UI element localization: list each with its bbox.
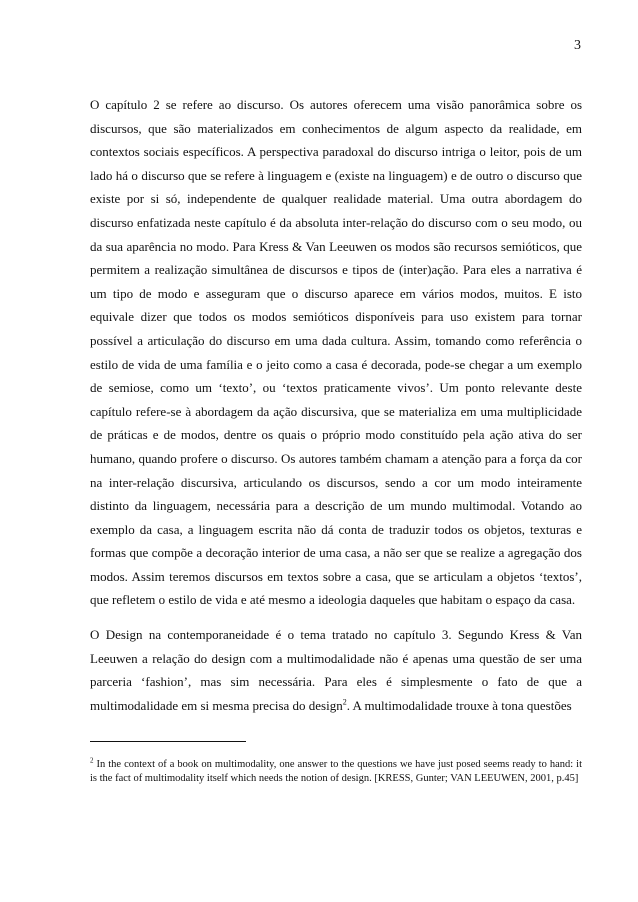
paragraph-chapter-3-text: O Design na contemporaneidade é o tema tratado no capítulo 3. Segundo Kress & Van Leeuwen a relação do design com a multimodalidade não é apenas uma questão de ser uma parceria ‘fashion’, mas sim necessária. Para eles é simplesmente o fato de que a multimodalidade em si mesma precisa do design: [90, 627, 582, 713]
page-number: 3: [574, 38, 581, 53]
paragraph-chapter-3-continuation: . A multimodalidade trouxe à tona questões: [346, 697, 572, 713]
paragraph-chapter-2: O capítulo 2 se refere ao discurso. Os autores oferecem uma visão panorâmica sobre os discursos, que são materializados em conhecimentos de algum aspecto da realidade, em contextos sociais específicos. A perspectiva paradoxal do discurso intriga o leitor, pois de um lado há o discurso que se refere à linguagem e (existe na linguagem) e de outro o discurso que existe por si só, independente de qualquer realidade material. Uma outra abordagem do discurso enfatizada neste capítulo é da absoluta inter-relação do discurso com o seu modo, ou da sua aparência no modo. Para Kress & Van Leeuwen os modos são recursos semióticos, que permitem a realização simultânea de discursos e tipos de (inter)ação. Para eles a narrativa é um tipo de modo e asseguram que o discurso aparece em vários modos, muitos. E isto equivale dizer que todos os modos semióticos disponíveis para uso existem para tornar possível a articulação do discurso em uma dada cultura. Assim, tomando como referência o estilo de vida de uma família e o jeito como a casa é decorada, pode-se chegar a um exemplo de semiose, como um ‘texto’, ou ‘textos praticamente vivos’. Um ponto relevante deste capítulo refere-se à abordagem da ação discursiva, que se materializa em uma multiplicidade de práticas e de modos, dentre os quais o próprio modo constituído pela ação ativa do ser humano, quando profere o discurso. Os autores também chamam a atenção para a força da cor na inter-relação discursiva, articulando os discursos, sendo a cor um modo inteiramente distinto da linguagem, necessária para a descrição de um mundo multimodal. Votando ao exemplo da casa, a linguagem escrita não dá conta de traduzir todos os objetos, texturas e formas que compõe a decoração interior de uma casa, a não ser que se realize a agregação dos modos. Assim teremos discursos em textos sobre a casa, que se articulam a objetos ‘textos’, que refletem o estilo de vida e até mesmo a ideologia daqueles que habitam o espaço da casa.: [90, 97, 582, 608]
paragraph-chapter-3: [90, 623, 582, 717]
footnote-divider: [90, 741, 246, 742]
body-text: [90, 93, 582, 717]
footnote-text: In the context of a book on multimodality, one answer to the questions we have just posed seems ready to hand: it is the fact of multimodality itself which needs the notion of design. [KRESS, Gunter; VAN LEEUWEN, 2001, p.45]: [90, 759, 583, 784]
footnote-reference: 2: [342, 697, 347, 707]
footnote-marker: 2: [90, 756, 94, 765]
footnote: [90, 758, 582, 786]
